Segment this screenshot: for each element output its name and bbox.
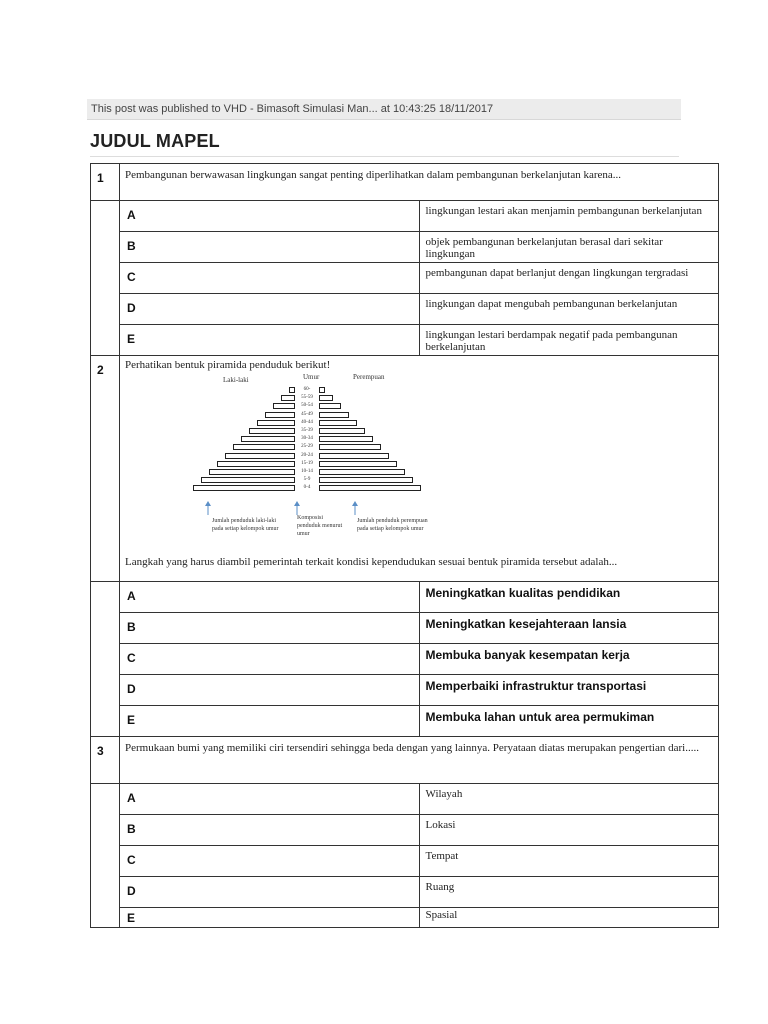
male-bar xyxy=(241,436,295,442)
option-row xyxy=(91,294,719,325)
population-pyramid xyxy=(205,373,435,538)
age-group-label: 50-54 xyxy=(301,403,313,409)
option-text: Meningkatkan kesejahteraan lansia xyxy=(419,613,719,644)
age-group-label: 0-4 xyxy=(303,485,311,491)
age-group-label: 55-59 xyxy=(301,395,313,401)
option-text: pembangunan dapat berlanjut dengan lingkungan tergradasi xyxy=(419,263,719,294)
option-row xyxy=(91,877,719,908)
age-group-label: 45-49 xyxy=(301,411,313,417)
question-stem: Pembangunan berwawasan lingkungan sangat penting diperlihatkan dalam pembangunan berkelanjutan karena... xyxy=(125,169,622,181)
question-row-3 xyxy=(91,737,719,784)
option-row xyxy=(91,613,719,644)
option-letter: D xyxy=(120,294,420,325)
male-label: Laki-laki xyxy=(223,376,249,384)
publish-banner: This post was published to VHD - Bimasoft Simulasi Man... at 10:43:25 18/11/2017 xyxy=(87,99,681,120)
age-group-label: 15-19 xyxy=(301,460,313,466)
option-row xyxy=(91,784,719,815)
option-letter: E xyxy=(120,706,420,737)
option-row xyxy=(91,201,719,232)
age-group-label: 35-39 xyxy=(301,428,313,433)
option-letter: A xyxy=(120,201,420,232)
male-bar xyxy=(193,485,295,491)
female-bar xyxy=(319,436,373,442)
option-text: Meningkatkan kualitas pendidikan xyxy=(419,582,719,613)
female-bar xyxy=(319,461,397,467)
question-prompt: Langkah yang harus diambil pemerintah terkait kondisi kependudukan sesuai bentuk piramida tersebut adalah... xyxy=(125,556,618,568)
option-text: lingkungan dapat mengubah pembangunan berkelanjutan xyxy=(419,294,719,325)
question-number: 3 xyxy=(91,737,120,784)
female-bar xyxy=(319,469,405,475)
male-bar xyxy=(257,420,295,426)
female-bar xyxy=(319,420,357,426)
center-caption: Komposisi penduduk menurut umur xyxy=(297,515,343,537)
option-letter: B xyxy=(120,613,420,644)
option-row xyxy=(91,675,719,706)
male-bar xyxy=(201,477,295,483)
option-text: Membuka banyak kesempatan kerja xyxy=(419,644,719,675)
title-divider xyxy=(90,156,679,157)
question-stem: Permukaan bumi yang memiliki ciri tersendiri sehingga beda dengan yang lainnya. Peryataan diatas merupakan pengertian dari..... xyxy=(125,742,699,754)
option-row xyxy=(91,325,719,356)
page-title: JUDUL MAPEL xyxy=(90,131,220,151)
male-bar xyxy=(289,387,295,393)
option-text: lingkungan lestari berdampak negatif pada pembangunan berkelanjutan xyxy=(419,325,719,356)
option-text: Lokasi xyxy=(419,815,719,846)
question-number: 2 xyxy=(91,356,120,582)
male-bar xyxy=(209,469,295,475)
female-bar xyxy=(319,403,341,409)
male-bar xyxy=(225,453,295,459)
male-bar xyxy=(249,428,295,434)
option-text: Tempat xyxy=(419,846,719,877)
option-text: Memperbaiki infrastruktur transportasi xyxy=(419,675,719,706)
female-bar xyxy=(319,477,413,483)
female-bar xyxy=(319,387,325,393)
male-caption: Jumlah penduduk laki-laki pada setiap kelompok umur xyxy=(212,518,279,532)
option-text: Spasial xyxy=(419,908,719,928)
female-bar xyxy=(319,428,365,434)
option-letter: B xyxy=(120,815,420,846)
option-text: Ruang xyxy=(419,877,719,908)
female-bar xyxy=(319,485,421,491)
option-letter: E xyxy=(120,908,420,928)
option-row xyxy=(91,908,719,928)
option-text: Wilayah xyxy=(419,784,719,815)
option-row xyxy=(91,815,719,846)
option-text: objek pembangunan berkelanjutan berasal dari sekitar lingkungan xyxy=(419,232,719,263)
option-text: Membuka lahan untuk area permukiman xyxy=(419,706,719,737)
option-letter: D xyxy=(120,675,420,706)
female-label: Perempuan xyxy=(353,373,385,381)
question-stem: Perhatikan bentuk piramida penduduk berikut! xyxy=(125,359,331,371)
female-bar xyxy=(319,412,349,418)
female-bar xyxy=(319,444,381,450)
female-bar xyxy=(319,395,333,401)
question-row-1 xyxy=(91,164,719,201)
option-row xyxy=(91,644,719,675)
male-bar xyxy=(273,403,295,409)
male-bar xyxy=(217,461,295,467)
age-group-label: 40-44 xyxy=(301,419,313,425)
option-letter: A xyxy=(120,582,420,613)
male-bar xyxy=(281,395,295,401)
female-caption: Jumlah penduduk perempuan pada setiap kelompok umur xyxy=(357,518,428,532)
option-letter: D xyxy=(120,877,420,908)
female-bar xyxy=(319,453,389,459)
age-label: Umur xyxy=(303,373,320,381)
question-row-2 xyxy=(91,356,719,582)
option-letter: C xyxy=(120,263,420,294)
question-table xyxy=(90,163,719,928)
option-letter: B xyxy=(120,232,420,263)
question-number: 1 xyxy=(91,164,120,201)
option-letter: A xyxy=(120,784,420,815)
age-group-label: 30-34 xyxy=(301,436,313,442)
option-row xyxy=(91,263,719,294)
male-bar xyxy=(233,444,295,450)
male-bar xyxy=(265,412,295,418)
age-group-label: 10-14 xyxy=(301,469,313,474)
option-row xyxy=(91,706,719,737)
option-letter: E xyxy=(120,325,420,356)
option-text: lingkungan lestari akan menjamin pembangunan berkelanjutan xyxy=(419,201,719,232)
option-row xyxy=(91,846,719,877)
option-row xyxy=(91,582,719,613)
age-group-label: 60- xyxy=(303,387,311,392)
age-group-label: 20-24 xyxy=(301,452,313,458)
age-group-label: 25-29 xyxy=(301,444,313,450)
option-letter: C xyxy=(120,846,420,877)
option-row xyxy=(91,232,719,263)
option-letter: C xyxy=(120,644,420,675)
age-group-label: 5-9 xyxy=(303,477,311,483)
